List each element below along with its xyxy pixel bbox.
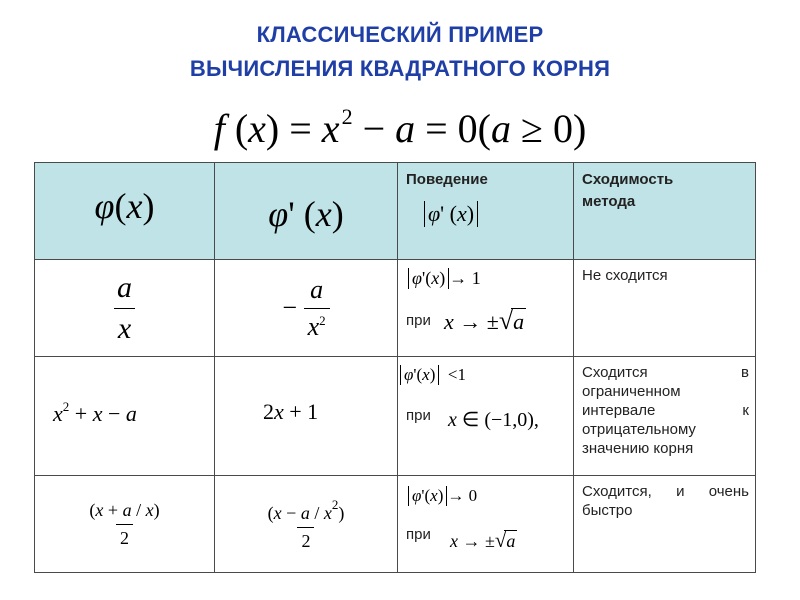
header-convergence (574, 163, 756, 260)
method-table (34, 162, 756, 573)
table-header-row (35, 163, 756, 260)
slide-title-line1: КЛАССИЧЕСКИЙ ПРИМЕР (256, 22, 544, 47)
cell-dphi-2: 2x + 1 (215, 357, 398, 476)
main-equation: f $(x) = x^2 - a = 0(a \ge 0)$ (213, 104, 587, 151)
cell-convergence-1 (574, 260, 756, 357)
header-behavior-label: Поведение (406, 171, 488, 188)
cell-phi-3: $\frac{(x + a / x)}{2}$ (35, 476, 215, 573)
condition-prefix: при (406, 526, 431, 543)
convergence-text: Не сходится (582, 267, 668, 284)
cell-dphi-1: − $\frac{a}{x^2}$ (215, 260, 398, 357)
cell-behavior-1: φ'(x) → 1 при x → ±√a (398, 260, 574, 357)
header-phi: φ ( x ) (35, 163, 215, 260)
header-phi-derivative: φ ' ( x ) (215, 163, 398, 260)
condition-prefix: при (406, 312, 431, 329)
convergence-text: Сходится в ограниченном интервале к отрицательному значению корня (582, 364, 749, 457)
cell-convergence-2 (574, 357, 756, 476)
cell-dphi-3: $\frac{(x - a / x^2)}{2}$ (215, 476, 398, 573)
table-row (35, 476, 756, 573)
cell-phi-1: $\frac{a}{x}$ (35, 260, 215, 357)
cell-phi-2: $x^2 + x - a$ (35, 357, 215, 476)
header-behavior: Поведение φ' (x) (398, 163, 574, 260)
cell-convergence-3 (574, 476, 756, 573)
cell-behavior-2: φ'(x) <1 при x ∈ (−1,0), (398, 357, 574, 476)
convergence-text: Сходится, и очень быстро (582, 483, 749, 519)
cell-behavior-3: φ'(x) → 0 при x → ±√a (398, 476, 574, 573)
header-convergence-label: Сходимость метода (582, 171, 674, 210)
table-row (35, 357, 756, 476)
table-row (35, 260, 756, 357)
slide-title-line2: ВЫЧИСЛЕНИЯ КВАДРАТНОГО КОРНЯ (189, 56, 611, 81)
condition-prefix: при (406, 407, 431, 424)
